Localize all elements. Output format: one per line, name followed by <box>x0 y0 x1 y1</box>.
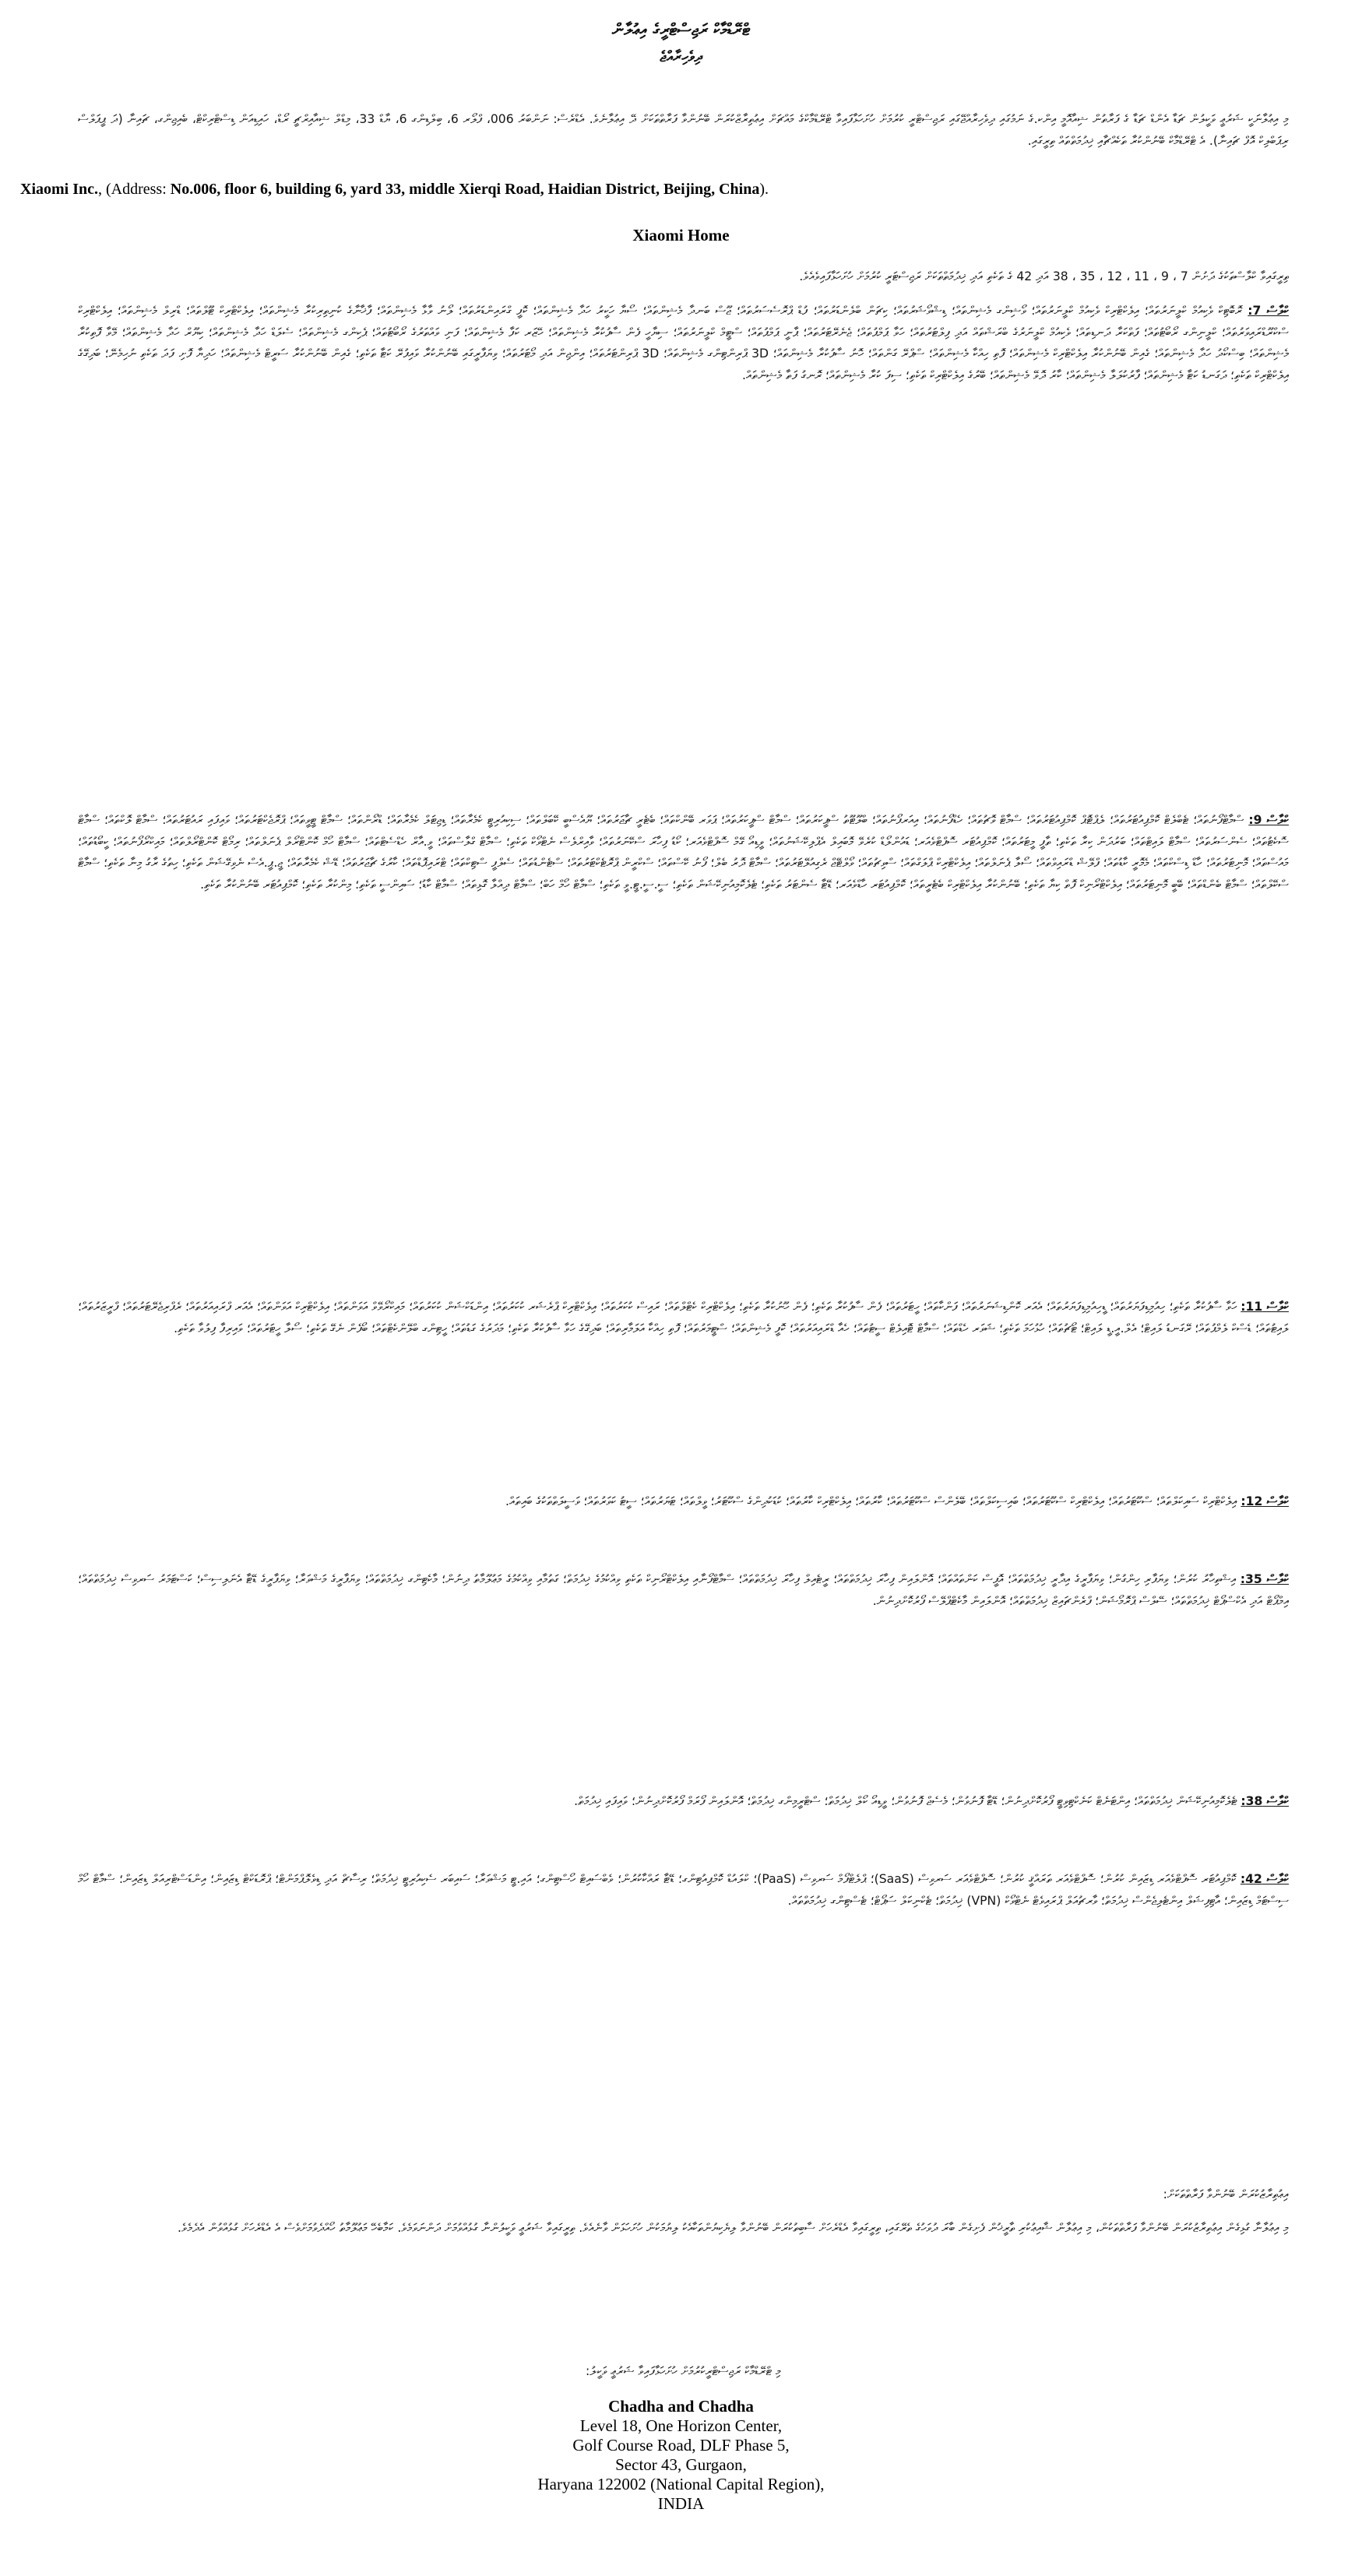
class-42-block <box>78 1869 1289 2138</box>
class-9-text: ސްމާޓްފޯނުތައް؛ ޓެބްލެޓް ކޮމްޕިއުޓަރުތައް؛ ލެޕްޓޮޕް ކޮމްޕިއުޓަރުތައް؛ ސްމާޓް ވޮޗުތައް؛ ހެޑްފޯނުތައް؛ އިއަރފޯނުތައް؛ ބްލޫޓޫތު ސްޕީކަރުތައް؛ ސްމާޓް ސްޕީކަރުތައް؛ ޕަވަރ ބޭންކްތައް؛ ބެޓެރީ ޗާޖަރުތައް؛ ޔޫއެސްބީ ކޭބަލްތައް؛ ސިކިއުރިޓީ ކެމެރާތައް؛ ޑިޖިޓަލް ކެމެރާތައް؛ ޑްރޯންތައް؛ ސްމާޓް ޓީވީތައް؛ ޕްރޮޖެކްޓަރުތައް؛ ވައިފައި ރައުޓަރުތައް؛ ސްމާޓް ލޮކްތައް؛ ސްމާޓް ސޮކެޓުތައް؛ ސެންސަރުތައް؛ ސްމާޓް ލައިޓްތައް؛ ބަރުދަން ކިރާ ތަކެތި؛ ތާފީ މީޓަރުތައް؛ ކޮމްޕިއުޓަރ ސޮފްޓްވެއަރ؛ ޑައުންލޯޑް ކުރެވޭ މޮބައިލް އެޕްލިކޭޝަނުތައް؛ ވީޑިއޯ ގޭމް ސޮފްޓްވެއަރ؛ ކޯޑު ފިހާރަ ސްކޭނަރުތައް؛ ވާއިރްލެސް ނެޓްވޯކް ތަކެތި؛ ސްމާޓް ގްލާސްތައް؛ ވީ.އާރް ހެޑްސެޓްތައް؛ ސްމާޓް ހޯމް ކޮންޓްރޯލް ޕެނަލްތައް؛ ރިމޯޓް ކޮންޓްރޯލްތައް؛ މައިކްރޯފޯނުތައް؛ ކީބޯޑުތައް؛ މައުސްތައް؛ މޮނިޓަރުތައް؛ ހާޑް ޑިސްކްތައް؛ މެމޮރީ ކާޑުތައް؛ ފްލޭޝް ޑްރައިވްތައް؛ ސޯލާ ޕެނަލްތައް؛ އިލެކްޓްރިކް ޕްލަގްތައް؛ ސްވިޗުތައް؛ ވޯލްޓޭޖް ރެގިއުލޭޓަރުތައް؛ ސްމާޓް ދޮރު ބެލް؛ ފޯނު ކޭސްތައް؛ ސްކްރީން ޕްރޮޓެކްޓަރުތައް؛ ސްޓެންޑުތައް؛ ސެލްފީ ސްޓިކްތައް؛ ޓްރައިޕޮޑްތައް؛ ކާރުގެ ޗާޖަރުތައް؛ ޑޭޝް ކެމެރާތައް؛ ޖީ.ޕީ.އެސް ނެވިގޭޝަން ތަކެތި؛ ހިތުގެ ރާގު މިނާ ތަކެތި؛ ސްމާޓް ސްކޭލްތައް؛ ސްމާޓް ބެންޑްތައް؛ ބޭބީ މޮނިޓަރުތައް؛ އިލެކްޓްރޯނިކް ފޮތް ކިޔާ ތަކެތި؛ ބޭނުންކުރާ އިލެކްޓްރިކް ބެޓެރީތައް؛ ކޮމްޕިއުޓަރ ހާޑްވެއަރ؛ ޑޭޓާ ސެންޓަރު ތަކެތި؛ ޓެލެކޮމިއުނިކޭޝަން ތަކެތި؛ ސީ.ސީ.ޓީ.ވީ ތަކެތި؛ ސްމާޓް ހޯމް ހަބް؛ ސްމާޓް ދިއްލާ ގޮޅިތައް؛ ސްމާޓް ކާޑު؛ ސައިންސީ ތަކެތި؛ މިންކުރާ ތަކެތި؛ ކޮމްޕިއުޓަރ ބޭނުންކުރާ ތަކެތި. <box>78 813 1289 892</box>
class-7-block <box>78 301 1289 799</box>
class-38-text: ޓެލެކޮމިއުނިކޭޝަން ޚިދުމަތްތައް؛ އިންޓަނެޓް ކަނެކްޓިވިޓީ ފޯރުކޮށްދިނުން؛ ޑޭޓާ ފޮނުވުން؛ މެސެޖް ފޮނުވުން؛ ވީޑިއޯ ކޯލް ޚިދުމަތް؛ ސްޓްރީމިންގ ޚިދުމަތް؛ އޮންލައިން ފޯރަމް ފޯރުކޮށްދިނުން؛ ވައިފައި ޚިދުމަތް. <box>574 1794 1237 1808</box>
agent-block <box>0 2397 1362 2514</box>
owner-line: Xiaomi Inc., (Address: No.006, floor 6, building 6, yard 33, middle Xierqi Road, Haidian District, Beijing, China). <box>20 181 769 198</box>
agent-address-line-3: Sector 43, Gurgaon, <box>615 2455 747 2474</box>
class-42-text: ކޮމްޕިއުޓަރ ސޮފްޓްވެއަރ ޑިޒައިން ކުރުން؛ ސޮފްޓްވެއަރ ތަރައްޤީ ކުރުން؛ ސޮފްޓްވެއަރ ސަރވިސް (SaaS)؛ ޕްލެޓްފޯމް ސަރވިސް (PaaS)؛ ކްލައުޑް ކޮމްޕިއުޓިންގ؛ ޑޭޓާ ރައްކާކުރުން؛ ވެބްސައިޓް ހޯސްޓިންގ؛ އައި.ޓީ މަޝްވަރާ؛ ސައިބަރ ސެކިއުރިޓީ ޚިދުމަތް؛ ރިސާޗް އަދި ޑިވެލޮޕްމަންޓް؛ ޕްރޮޑަކްޓް ޑިޒައިން؛ އިންޑަސްޓްރިއަލް ޑިޒައިން؛ ސްމާޓް ހޯމް ސިސްޓަމް ޑިޒައިން؛ އާޓިފިޝަލް އިންޓެލިޖެންސް ޚިދުމަތް؛ ވާރޗުއަލް ޕްރައިވެޓް ނެޓްވޯކް (VPN) ޚިދުމަތް؛ ޓެކްނިކަލް ސަޕޯޓް؛ ޓެސްޓިންގ ޚިދުމަތްތައް. <box>78 1872 1289 1908</box>
class-35-label: ކްލާސް 35: <box>1240 1572 1289 1586</box>
class-38-label: ކްލާސް 38: <box>1241 1794 1289 1808</box>
class-38-block <box>78 1791 1289 1857</box>
class-7-label: ކްލާސް 7: <box>1248 304 1289 318</box>
classes-intro: ތިރީގައިވާ ކްލާސްތަކުގެ ދަށުން 7 ، 9 ، 11 ، 12 ، 35 ، 38 އަދި 42 ގެ ތަކެތި އަދި ޚިދުމަތްތަކަށް ރަޖިސްޓަރީ ކުރުމަށް ހުށަހަޅާފައިވެއެވެ. <box>799 269 1289 283</box>
class-12-text: އިލެކްޓްރިކް ސައިކަލްތައް؛ ސްކޫޓަރުތައް؛ އިލެކްޓްރިކް ސްކޫޓަރުތައް؛ ބައިސިކަލްތައް؛ ބޭލެންސް ސްކޫޓަރުތައް؛ ކާރުތައް؛ އިލެކްޓްރިކް ކާރުތައް؛ ކުޑަކުދިންގެ ސްކޫޓަރު؛ ވީލްތައް؛ ޓަޔަރުތައް؛ ސީޓު ކަވަރުތައް؛ ވަސީލަތްތަކުގެ ބައިތައް. <box>505 1494 1237 1508</box>
agent-address-line-5: INDIA <box>657 2494 705 2513</box>
class-12-label: ކްލާސް 12: <box>1241 1494 1289 1508</box>
class-7-text: ރޮބޮޓިކް ވެކިއުމް ކްލީނަރުތައް؛ އިލެކްޓްރިކް ވެކިއުމް ކްލީނަރުތައް؛ ވޯޝިންގ މެޝިންތައް؛ ޑިޝްވޯޝަރުތައް؛ ކިޗަން ބްލެންޑަރުތައް؛ ފުޑް ޕްރޮސެސަރުތައް؛ ޖޫސް ބަނދާ މެޝިންތައް؛ ސޯޔާ ހަކީރު ހަދާ މެޝިންތައް؛ ކޮފީ ގްރައިންޑަރުތައް؛ ލޯނު ވާޅާ މެޝިންތައް؛ ފާޚާނާގެ ކުނިތިރިކުރާ މެޝިންތައް؛ އިލެކްޓްރިކް ޓޫލްތައް؛ ޑްރިލް މެޝިންތައް؛ އިލެކްޓްރިކް ސްކްރޫޑްރައިވަރުތައް؛ ކްލީނިންގ ރޯބޯޓުތައް؛ ފަތްކަރާ ދަނޑިތައް؛ ވެކިއުމް ކްލީނަރުގެ ބްރަޝްތައް އަދި ފިލްޓަރުތައް؛ ހަވާ ޕަމްޕުތައް؛ ޖެނެރޭޓަރުތައް؛ ޕާނީ ޕަމްޕުތައް؛ ސްޓީމް ކްލީނަރުތައް؛ ސިޔާހީ ފެން ސާފުކުރާ މެޝިންތައް؛ ހޭޒަރ ކަފާ މެޝިންތައް؛ ފަނި ވައްތަރުގެ ރޯބޯޓުތައް؛ ޕެކިންގ މެޝިންތައް؛ ސެލަޑް ހަދާ މެޝިންތައް؛ ކިޔޫރް ހަދާ މެޝިންތައް؛ މޭވާ ފޮތިކުރާ މެޝިންތައް؛ ބިސްކޯދު ހަދާ މެޝިންތައް؛ ގެއިން ބޭނުންކުރާ އިލެކްޓްރިކް މެޝިންތައް؛ ފޮތި ހިއްކާ މެޝިންތައް؛ ސްޕްރޭ ގަންތައް؛ ހޮނު ސާފުކުރާ މެޝިންތައް؛ 3D ޕްރިންޓިންގ މެޝިންތައް؛ 3D ޕްރިންޓަރުތައް؛ އިންޖިން އަދި މޯޓަރުތައް؛ ވިޔަފާރީގައި ބޭނުންކުރާ ވައިފުރޭ ކަޓާ ތަކެތި؛ ގެއިން ބޭނުންކުރާ ސަރީޓް މެޝިންތައް؛ ހަދިޔާ ފޮށި ފަދަ ތަކެތި ނުހިމެނޭ؛ ބަދިގޭގެ އިލެކްޓްރިކް ތަކެތި؛ ދަގަނޑު ކަޓާ މެޝިންތައް؛ ފާރުކުލަލާ މެޝިންތައް؛ ކާރު ދޮވޭ މެޝިންތައް؛ ބޭރުގެ އިލެކްޓްރިކް ތަކެތި؛ ސިފަ ކުރާ މެޝިންތައް؛ ރޮނގު ފަތާ މެޝިންތައް. <box>78 304 1289 382</box>
notice-title: ޓްރޭޑްމާކް ރަޖިސްޓްރީގެ އިޢުލާން <box>611 20 751 39</box>
agent-address-line-1: Level 18, One Horizon Center, <box>579 2416 783 2435</box>
agent-name: Chadha and Chadha <box>608 2397 754 2416</box>
notice-subtitle: ދިވެހިރާއްޖެ <box>660 48 702 65</box>
class-11-block <box>78 1297 1289 1480</box>
owner-address: No.006, floor 6, building 6, yard 33, middle Xierqi Road, Haidian District, Beijing, China <box>170 181 760 198</box>
objection-title: އިޢުތިރާޒުކުރަން ބޭނުންވާ ފަރާތްތަކަށް: <box>1163 2187 1289 2201</box>
class-35-block <box>78 1569 1289 1779</box>
class-35-text: އިޝްތިހާރު ކުރުން؛ ވިޔަފާރި ހިންގުން؛ ވިޔަފާރީގެ އިދާރީ ޚިދުމަތްތައް؛ އޮފީސް ކަންތައްތައް؛ އޮންލައިން ފިހާރަ ޚިދުމަތްތައް؛ ރީޓެއިލް ފިހާރަ ޚިދުމަތްތައް؛ ސްމާޓްފޯނާއި އިލެކްޓްރޯނިކް ތަކެތި ވިއްކުމުގެ ޚިދުމަތް؛ ގަތުމާއި ވިއްކުމުގެ މަޢުލޫމާތު ދިނުން؛ މާކެޓިންގ ޚިދުމަތްތައް؛ ވިޔަފާރީގެ މަޝްވަރާ؛ ވިޔަފާރީގެ ޑޭޓާ އެނަލިސިސް؛ ކަސްޓަމަރު ސަރވިސް ޚިދުމަތްތައް؛ އިމްޕޯޓް އަދި އެކްސްޕޯޓް ޚިދުމަތްތައް؛ ސޭލްސް ޕްރޮމޯޝަން؛ ފްރެންޗައިޒް ޚިދުމަތްތައް؛ އޮންލައިން މާކެޓްޕްލޭސް ފޯރުކޮށްދިނުން. <box>78 1572 1289 1608</box>
objection-paragraph: މި އިޢުލާނާ ގުޅިގެން އިޢުތިރާޒުކުރަން ބޭނުންވާ ފަރާތްތަކުން، މި އިޢުލާން ޝާއިޢުކުރި ތާރީޚުން ފެށިގެން ބާރަ ދުވަހުގެ ތެރޭގައި، ތިރީގައިވާ އެޑްރެހަށް ސާބިތުކުރަން ބޭނުންވާ ލިޔެކިޔުންތަކާއެކު ލިޔުމަކުން ހުށަހަޅަން ވާނެއެވެ. ތިރީގައިވާ ޝަރުޢީ ވަކީލުންނާ ގުޅުއްވުމަށް ދަންނަވަމެވެ. ކަމާބެހޭ މަޢުލޫމާތު ހޯއްދެވުމަށްވެސް އެ އެޑްރެހަށް ގުޅުއްވުން އެދެމެވެ. <box>178 2221 1289 2235</box>
class-42-label: ކްލާސް 42: <box>1240 1872 1289 1886</box>
agent-address-line-2: Golf Course Road, DLF Phase 5, <box>572 2436 790 2455</box>
trademark-name: Xiaomi Home <box>632 226 730 245</box>
class-11-label: ކްލާސް 11: <box>1241 1300 1289 1314</box>
class-9-block <box>78 810 1289 1285</box>
class-11-text: ހަވާ ސާފުކުރާ ތަކެތި؛ ހިއުމިޑިފަޔަރުތައް؛ ޑީހިއުމިޑިފަޔަރުތައް؛ އެއަރ ކޮންޑިޝަނަރުތައް؛ ފަންކާތައް؛ ހީޓަރުތައް؛ ފެން ސާފުކުރާ ތަކެތި؛ ފެން ހޫނުކުރާ ތަކެތި؛ އިލެކްޓްރިކް ކެޓްލްތައް؛ ރައިސް ކުކަރުތައް؛ އިލެކްޓްރިކް ޕްރެޝަރ ކުކަރުތައް؛ އިންޑަކްޝަން ކުކަރުތައް؛ މައިކްރޯވޭވް އަވަންތައް؛ އިލެކްޓްރިކް އަވަންތައް؛ އެއަރ ފްރައިއަރުތައް؛ ރެފްރިޖެރޭޓަރުތައް؛ ފްރީޒަރުތައް؛ ލައިޓުތައް؛ ޑެސްކް ލެމްޕުތައް؛ ރޭގަނޑު ލައިޓް؛ އެލް.އީ.ޑީ ލައިޓް؛ ޓޯޗުތައް؛ ހުޅުހަމަ ތަކެތި؛ ޝަވަރ ހެޑްތައް؛ ސްމާޓް ޓޮއިލެޓް ސީޓުތައް؛ ހެއާ ޑްރައިއަރުތައް؛ ކޮފީ މެޝިންތައް؛ ސްޓީމަރުތައް؛ ފޮތި ހިއްކާ އަލަމާރިތައް؛ ބަދިގޭގެ ހަވާ ސާފުކުރާ ތަކެތި؛ މަދަރުގެ ގަޑުތައް؛ ހީޓިންގ ބްލޭންކެޓްތައް؛ ބޯފެން ނެގޭ ތަކެތި؛ ސޯލާ ހީޓަރުތައް؛ ވައިރިފާ ފިލުވާ ތަކެތި. <box>78 1300 1289 1336</box>
owner-name: Xiaomi Inc. <box>20 181 98 198</box>
class-12-block <box>78 1491 1289 1557</box>
class-9-label: ކްލާސް 9: <box>1248 813 1289 827</box>
agent-address-line-4: Haryana 122002 (National Capital Region), <box>537 2475 825 2493</box>
signoff-line: މި ޓްރޭޑްމާކް ރަޖިސްޓްރީކުރުމަށް ހުށަހަޅާފައިވާ ޝަރުޢީ ވަކީލު: <box>586 2364 781 2378</box>
intro-paragraph: މި އިޢުލާނަކީ ޝަރުޢީ ވަކީލުން ޗަޑާ އެންޑް ޗަޑާ ގެ ފަރާތުން ޝިއާއޮމީ އިންކ.ގެ ނަމުގައި ދިވެހިރާއްޖޭގައި ރަޖިސްޓްރީ ކުރުމަށް ހުށަހަޅާފައިވާ ޓްރޭޑްމާކްގެ މައްޗަށް އިޢުތިރާޒްކުރަން ބޭނުންވާ ފަރާތްތަކަށް ދޭ އިޢުލާނެވެ. އެޑްރެސް: ނަންބަރު 006، ފްލޯރ 6، ބިލްޑިންގ 6، ޔާޑް 33، މިޑްލް ޝިއާއިރްޗީ ރޯޑް، ހައިޑިއަން ޑިސްޓްރިކްޓް، ބެއިޖިންގ، ޗައިނާ (ދަ ޕީޕަލްސް ރިޕަބްލިކް އޮފް ޗައިނާ). އެ ޓްރޭޑްމާކް ބޭނުންކުރާ ތަކެއްޗާއި ޚިދުމަތްތައް ތިރީގައި. <box>78 112 1289 148</box>
